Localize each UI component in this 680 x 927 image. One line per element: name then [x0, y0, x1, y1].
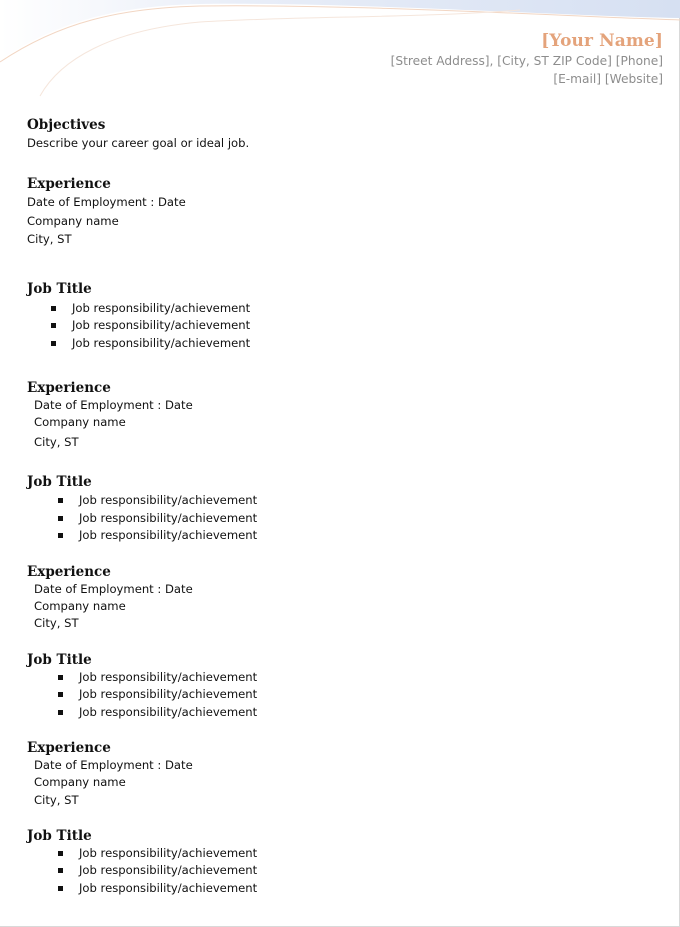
- experience-heading: Experience: [27, 740, 111, 756]
- job-title-heading: Job Title: [27, 652, 92, 668]
- responsibility-item: Job responsibility/achievement: [79, 846, 258, 860]
- job-title-heading: Job Title: [27, 828, 92, 844]
- employment-date: Date of Employment : Date: [27, 195, 186, 209]
- company-location: City, ST: [34, 616, 79, 630]
- bullet-icon: [58, 710, 63, 715]
- responsibility-item: Job responsibility/achievement: [79, 687, 258, 701]
- your-name: [Your Name]: [541, 31, 663, 51]
- bullet-icon: [58, 692, 63, 697]
- job-title-heading: Job Title: [27, 281, 92, 297]
- bullet-icon: [58, 851, 63, 856]
- company-name: Company name: [34, 775, 126, 789]
- responsibility-item: Job responsibility/achievement: [72, 318, 251, 332]
- contact-block: [391, 30, 663, 88]
- company-name: Company name: [27, 214, 119, 228]
- responsibility-item: Job responsibility/achievement: [79, 670, 258, 684]
- employment-date: Date of Employment : Date: [34, 582, 193, 596]
- responsibility-item: Job responsibility/achievement: [79, 493, 258, 507]
- bullet-icon: [58, 868, 63, 873]
- experience-heading: Experience: [27, 564, 111, 580]
- company-name: Company name: [34, 599, 126, 613]
- company-location: City, ST: [34, 793, 79, 807]
- responsibility-item: Job responsibility/achievement: [79, 881, 258, 895]
- experience-heading: Experience: [27, 380, 111, 396]
- bullet-icon: [51, 306, 56, 311]
- bullet-icon: [58, 675, 63, 680]
- contact-address-line: [Street Address], [City, ST ZIP Code] [Phone]: [390, 54, 663, 68]
- bullet-icon: [58, 533, 63, 538]
- responsibility-item: Job responsibility/achievement: [79, 511, 258, 525]
- job-title-heading: Job Title: [27, 474, 92, 490]
- responsibility-item: Job responsibility/achievement: [79, 863, 258, 877]
- objectives-heading: Objectives: [27, 117, 106, 133]
- bullet-icon: [51, 323, 56, 328]
- responsibility-item: Job responsibility/achievement: [79, 528, 258, 542]
- experience-heading: Experience: [27, 176, 111, 192]
- company-location: City, ST: [27, 232, 72, 246]
- bullet-icon: [58, 498, 63, 503]
- bullet-icon: [51, 341, 56, 346]
- responsibility-item: Job responsibility/achievement: [79, 705, 258, 719]
- bullet-icon: [58, 516, 63, 521]
- responsibility-item: Job responsibility/achievement: [72, 336, 251, 350]
- bullet-icon: [58, 886, 63, 891]
- responsibility-item: Job responsibility/achievement: [72, 301, 251, 315]
- employment-date: Date of Employment : Date: [34, 758, 193, 772]
- objectives-text: Describe your career goal or ideal job.: [27, 136, 250, 150]
- company-name: Company name: [34, 415, 126, 429]
- employment-date: Date of Employment : Date: [34, 398, 193, 412]
- company-location: City, ST: [34, 435, 79, 449]
- contact-email-line: [E-mail] [Website]: [553, 72, 663, 86]
